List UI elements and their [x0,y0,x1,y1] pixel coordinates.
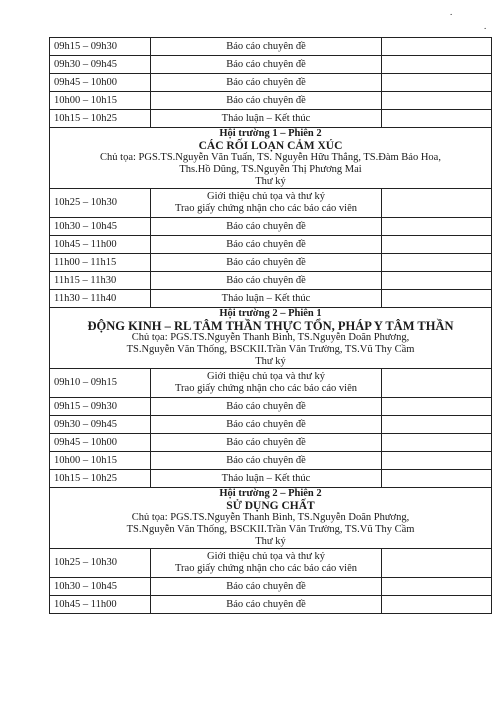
session-chairs: Chủ tọa: PGS.TS.Nguyễn Thanh Bình, TS.Nguyễn Doãn Phương, [131,332,410,343]
time-cell: 09h15 – 09h30 [50,398,151,416]
session-header [50,488,492,549]
table-row [50,549,492,578]
activity-cell: Báo cáo chuyên đề [151,398,382,416]
table-row [50,272,492,290]
activity-cell [151,549,382,578]
activity-cell: Báo cáo chuyên đề [151,38,382,56]
schedule-table [49,37,492,614]
session-header [50,128,492,189]
time-cell: 10h00 – 10h15 [50,452,151,470]
time-cell: 10h15 – 10h25 [50,110,151,128]
activity-cell: Thảo luận – Kết thúc [151,290,382,308]
time-cell: 10h45 – 11h00 [50,236,151,254]
session-hall: Hội trường 1 – Phiên 2 [219,128,322,139]
table-row [50,236,492,254]
speaker-cell [382,92,492,110]
activity-cell [151,189,382,218]
activity-cell: Báo cáo chuyên đề [151,236,382,254]
session-secretary: Thư ký [255,356,286,367]
speaker-cell [382,452,492,470]
table-row [50,452,492,470]
table-row [50,38,492,56]
intro-line: Giới thiệu chủ tọa và thư ký [207,191,325,202]
session-chairs: Chủ tọa: PGS.TS.Nguyễn Thanh Bình, TS.Nguyễn Doãn Phương, [131,512,410,523]
activity-cell: Báo cáo chuyên đề [151,74,382,92]
speaker-cell [382,38,492,56]
time-cell: 11h30 – 11h40 [50,290,151,308]
time-cell: 09h30 – 09h45 [50,416,151,434]
time-cell: 11h00 – 11h15 [50,254,151,272]
activity-cell: Báo cáo chuyên đề [151,218,382,236]
table-row [50,416,492,434]
certificate-line: Trao giấy chứng nhận cho các báo cáo viên [175,203,357,214]
time-cell: 09h15 – 09h30 [50,38,151,56]
scan-dot: . [484,21,487,31]
time-cell: 10h25 – 10h30 [50,189,151,218]
session-secretary: Thư ký [255,176,286,187]
table-row [50,74,492,92]
table-row [50,398,492,416]
intro-line: Giới thiệu chủ tọa và thư ký [207,371,325,382]
speaker-cell [382,56,492,74]
time-cell: 10h30 – 10h45 [50,578,151,596]
intro-line: Giới thiệu chủ tọa và thư ký [207,551,325,562]
time-cell: 10h00 – 10h15 [50,92,151,110]
speaker-cell [382,398,492,416]
activity-cell: Báo cáo chuyên đề [151,596,382,614]
table-row [50,596,492,614]
speaker-cell [382,74,492,92]
time-cell: 10h15 – 10h25 [50,470,151,488]
session-secretary: Thư ký [255,536,286,547]
session-title: CÁC RỐI LOẠN CẢM XÚC [198,140,343,152]
time-cell: 10h25 – 10h30 [50,549,151,578]
time-cell: 09h10 – 09h15 [50,369,151,398]
activity-cell: Báo cáo chuyên đề [151,452,382,470]
table-row [50,290,492,308]
speaker-cell [382,416,492,434]
time-cell: 09h45 – 10h00 [50,74,151,92]
activity-cell: Thảo luận – Kết thúc [151,110,382,128]
activity-cell: Báo cáo chuyên đề [151,416,382,434]
session-chairs: Chủ tọa: PGS.TS.Nguyễn Văn Tuấn, TS. Nguyễn Hữu Thắng, TS.Đàm Bảo Hoa, [100,152,441,163]
session-chairs: TS.Nguyễn Văn Thống, BSCKII.Trần Văn Trường, TS.Vũ Thy Cầm [126,524,415,535]
time-cell: 10h30 – 10h45 [50,218,151,236]
table-row [50,56,492,74]
table-row [50,189,492,218]
table-row [50,92,492,110]
speaker-cell [382,470,492,488]
scan-dot: . [450,7,453,17]
table-row [50,369,492,398]
session-hall: Hội trường 2 – Phiên 1 [219,308,322,319]
speaker-cell [382,434,492,452]
table-row [50,578,492,596]
speaker-cell [382,596,492,614]
activity-cell [151,369,382,398]
time-cell: 11h15 – 11h30 [50,272,151,290]
session-header [50,308,492,369]
speaker-cell [382,110,492,128]
activity-cell: Thảo luận – Kết thúc [151,470,382,488]
speaker-cell [382,272,492,290]
table-row [50,254,492,272]
activity-cell: Báo cáo chuyên đề [151,578,382,596]
session-header-row [50,308,492,369]
session-header-row [50,128,492,189]
certificate-line: Trao giấy chứng nhận cho các báo cáo viên [175,563,357,574]
table-row [50,470,492,488]
session-chairs: Ths.Hồ Dũng, TS.Nguyễn Thị Phương Mai [179,164,362,175]
time-cell: 09h45 – 10h00 [50,434,151,452]
speaker-cell [382,578,492,596]
table-row [50,218,492,236]
session-chairs: TS.Nguyễn Văn Thống, BSCKII.Trần Văn Trường, TS.Vũ Thy Cầm [126,344,415,355]
speaker-cell [382,549,492,578]
speaker-cell [382,369,492,398]
session-title: ĐỘNG KINH – RL TÂM THẦN THỰC TỔN, PHÁP Y TÂM THẦN [87,319,454,333]
table-row [50,110,492,128]
activity-cell: Báo cáo chuyên đề [151,254,382,272]
speaker-cell [382,189,492,218]
activity-cell: Báo cáo chuyên đề [151,272,382,290]
certificate-line: Trao giấy chứng nhận cho các báo cáo viên [175,383,357,394]
session-header-row [50,488,492,549]
activity-cell: Báo cáo chuyên đề [151,92,382,110]
session-title: SỬ DỤNG CHẤT [226,500,315,512]
speaker-cell [382,236,492,254]
time-cell: 09h30 – 09h45 [50,56,151,74]
activity-cell: Báo cáo chuyên đề [151,434,382,452]
speaker-cell [382,290,492,308]
time-cell: 10h45 – 11h00 [50,596,151,614]
session-hall: Hội trường 2 – Phiên 2 [219,488,322,499]
activity-cell: Báo cáo chuyên đề [151,56,382,74]
speaker-cell [382,218,492,236]
table-row [50,434,492,452]
speaker-cell [382,254,492,272]
